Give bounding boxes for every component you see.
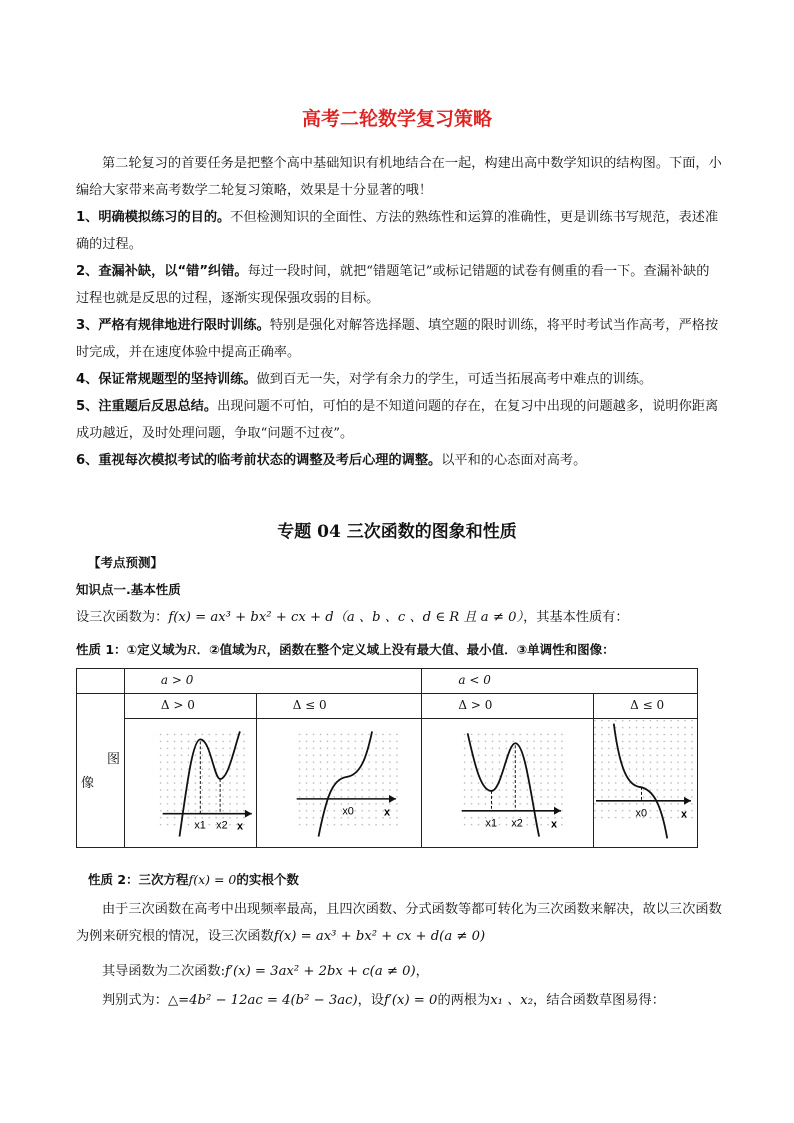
page-title: 高考二轮数学复习策略 xyxy=(301,108,492,130)
strategy-5 xyxy=(76,393,722,447)
roots-paragraph xyxy=(76,896,722,950)
knowledge-point-1: 知识点一.基本性质 xyxy=(76,582,181,597)
graph-aneg-delta-pos xyxy=(422,719,593,844)
table-corner-cell xyxy=(77,669,125,694)
strategy-4-head: 4、保证常规题型的坚持训练。 xyxy=(76,372,257,387)
graph-cell-2 xyxy=(256,719,422,848)
header-a-negative xyxy=(422,669,698,694)
derivative-line xyxy=(102,958,748,985)
property-2-eq: f(x) = 0 xyxy=(188,872,237,887)
discriminant-pre: 判别式为： xyxy=(102,993,168,1008)
roots-paragraph-eq: f(x) = ax³ + bx² + cx + d(a ≠ 0) xyxy=(273,929,486,944)
cubic-properties-table xyxy=(76,668,698,848)
graph-cell-4 xyxy=(594,719,698,848)
strategy-1-head: 1、明确模拟练习的目的。 xyxy=(76,210,231,225)
roots-paragraph-text: 由于三次函数在高考中出现频率最高，且四次函数、分式函数等都可转化为三次函数来解决，故以三次函数为例来研究根的情况，设三次函数 xyxy=(76,902,722,944)
derivative-post: ， xyxy=(415,964,429,979)
label-x2: x2 xyxy=(216,819,228,832)
discriminant-eq: △=4b² − 12ac = 4(b² − 3ac) xyxy=(167,993,358,1008)
header-a-positive xyxy=(124,669,422,694)
derivative-pre: 其导函数为二次函数: xyxy=(102,964,226,979)
setup-pre: 设三次函数为： xyxy=(76,610,169,625)
strategy-3-head: 3、严格有规律地进行限时训练。 xyxy=(76,318,270,333)
row-label-1: 图 xyxy=(107,752,121,767)
strategy-5-body: 出现问题不可怕，可怕的是不知道问题的存在，在复习中出现的问题越多，说明你距离成功越近，及时处理问题，争取“问题不过夜”。 xyxy=(76,399,719,441)
strategy-2 xyxy=(76,258,722,312)
strategy-3-body: 特别是强化对解答选择题、填空题的限时训练，将平时考试当作高考，严格按时完成，并在速度体验中提高正确率。 xyxy=(76,318,719,360)
label-x: x xyxy=(551,818,558,831)
header-delta-3: Δ > 0 xyxy=(422,694,594,719)
setup-function: f(x) = ax³ + bx² + cx + d xyxy=(168,610,334,625)
property-1-a: ①定义域为 xyxy=(126,642,188,657)
graph-apos-delta-pos xyxy=(125,719,256,844)
strategy-2-body: 每过一段时间，就把“错题笔记”或标记错题的试卷有侧重的看一下。查漏补缺的过程也就是反思的过程，逐渐实现保强攻弱的目标。 xyxy=(76,264,710,306)
setup-post: ，其基本性质有： xyxy=(523,610,629,625)
graph-cell-1 xyxy=(124,719,256,848)
strategy-6-body: 以平和的心态面对高考。 xyxy=(441,453,587,468)
graph-apos-delta-nonpos xyxy=(257,719,422,844)
strategy-6 xyxy=(76,447,722,474)
property-1-b: ．②值域为 xyxy=(196,642,258,657)
header-a-positive-text: a > 0 xyxy=(160,673,194,687)
header-delta-1: Δ > 0 xyxy=(124,694,256,719)
property-1 xyxy=(76,636,722,663)
strategy-1 xyxy=(76,204,722,258)
intro-paragraph: 第二轮复习的首要任务是把整个高中基础知识有机地结合在一起，构建出高中数学知识的结构图。下面，小编给大家带来高考数学二轮复习策略，效果是十分显著的哦！ xyxy=(76,156,722,198)
strategy-4 xyxy=(76,366,722,393)
strategy-3 xyxy=(76,312,722,366)
property-2 xyxy=(88,866,734,893)
derivative-eq: f′(x) = 3ax² + 2bx + c(a ≠ 0) xyxy=(225,964,416,979)
setup-condition: （a 、b 、c 、d ∈ R 且 a ≠ 0） xyxy=(333,610,524,625)
topic-title: 专题 04 三次函数的图象和性质 xyxy=(277,522,517,542)
discriminant-post: ，结合函数草图易得： xyxy=(533,993,665,1008)
label-x2: x2 xyxy=(511,817,524,830)
forecast-heading: 【考点预测】 xyxy=(88,555,164,570)
property-2-label: 性质 2：三次方程 xyxy=(88,872,189,887)
setup-line xyxy=(76,604,722,631)
property-1-a-var: R xyxy=(187,642,197,657)
property-1-label: 性质 1： xyxy=(76,642,127,657)
label-x: x xyxy=(383,806,390,819)
label-x1: x1 xyxy=(194,819,206,832)
discriminant-mid: ，设 xyxy=(357,993,384,1008)
strategy-1-body: 不但检测知识的全面性、方法的熟练性和运算的准确性，更是训练书写规范，表述准确的过程。 xyxy=(76,210,719,252)
label-x: x xyxy=(236,820,243,833)
row-label-cell xyxy=(77,694,125,848)
property-2-post: 的实根个数 xyxy=(236,872,299,887)
label-x1: x1 xyxy=(485,817,498,830)
strategy-4-body: 做到百无一失，对学有余力的学生，可适当拓展高考中难点的训练。 xyxy=(256,372,653,387)
label-x0: x0 xyxy=(635,807,648,820)
discriminant-line xyxy=(102,987,742,1014)
discriminant-roots: x₁ 、x₂ xyxy=(490,993,534,1008)
strategy-6-head: 6、重视每次模拟考试的临考前状态的调整及考后心理的调整。 xyxy=(76,453,442,468)
graph-cell-3 xyxy=(422,719,594,848)
label-x: x xyxy=(681,808,688,821)
property-1-b-var: R xyxy=(257,642,267,657)
strategy-5-head: 5、注重题后反思总结。 xyxy=(76,399,218,414)
header-delta-4: Δ ≤ 0 xyxy=(594,694,698,719)
graph-aneg-delta-nonpos xyxy=(594,719,697,844)
discriminant-eq2: f′(x) = 0 xyxy=(384,993,438,1008)
row-label-2: 像 xyxy=(81,776,95,791)
strategy-2-head: 2、查漏补缺，以“错”纠错。 xyxy=(76,264,248,279)
property-1-c: ，函数在整个定义域上没有最大值、最小值．③单调性和图像： xyxy=(266,642,615,657)
label-x0: x0 xyxy=(342,805,354,818)
discriminant-mid2: 的两根为 xyxy=(437,993,491,1008)
header-delta-2: Δ ≤ 0 xyxy=(256,694,422,719)
header-a-negative-text: a < 0 xyxy=(458,673,491,687)
